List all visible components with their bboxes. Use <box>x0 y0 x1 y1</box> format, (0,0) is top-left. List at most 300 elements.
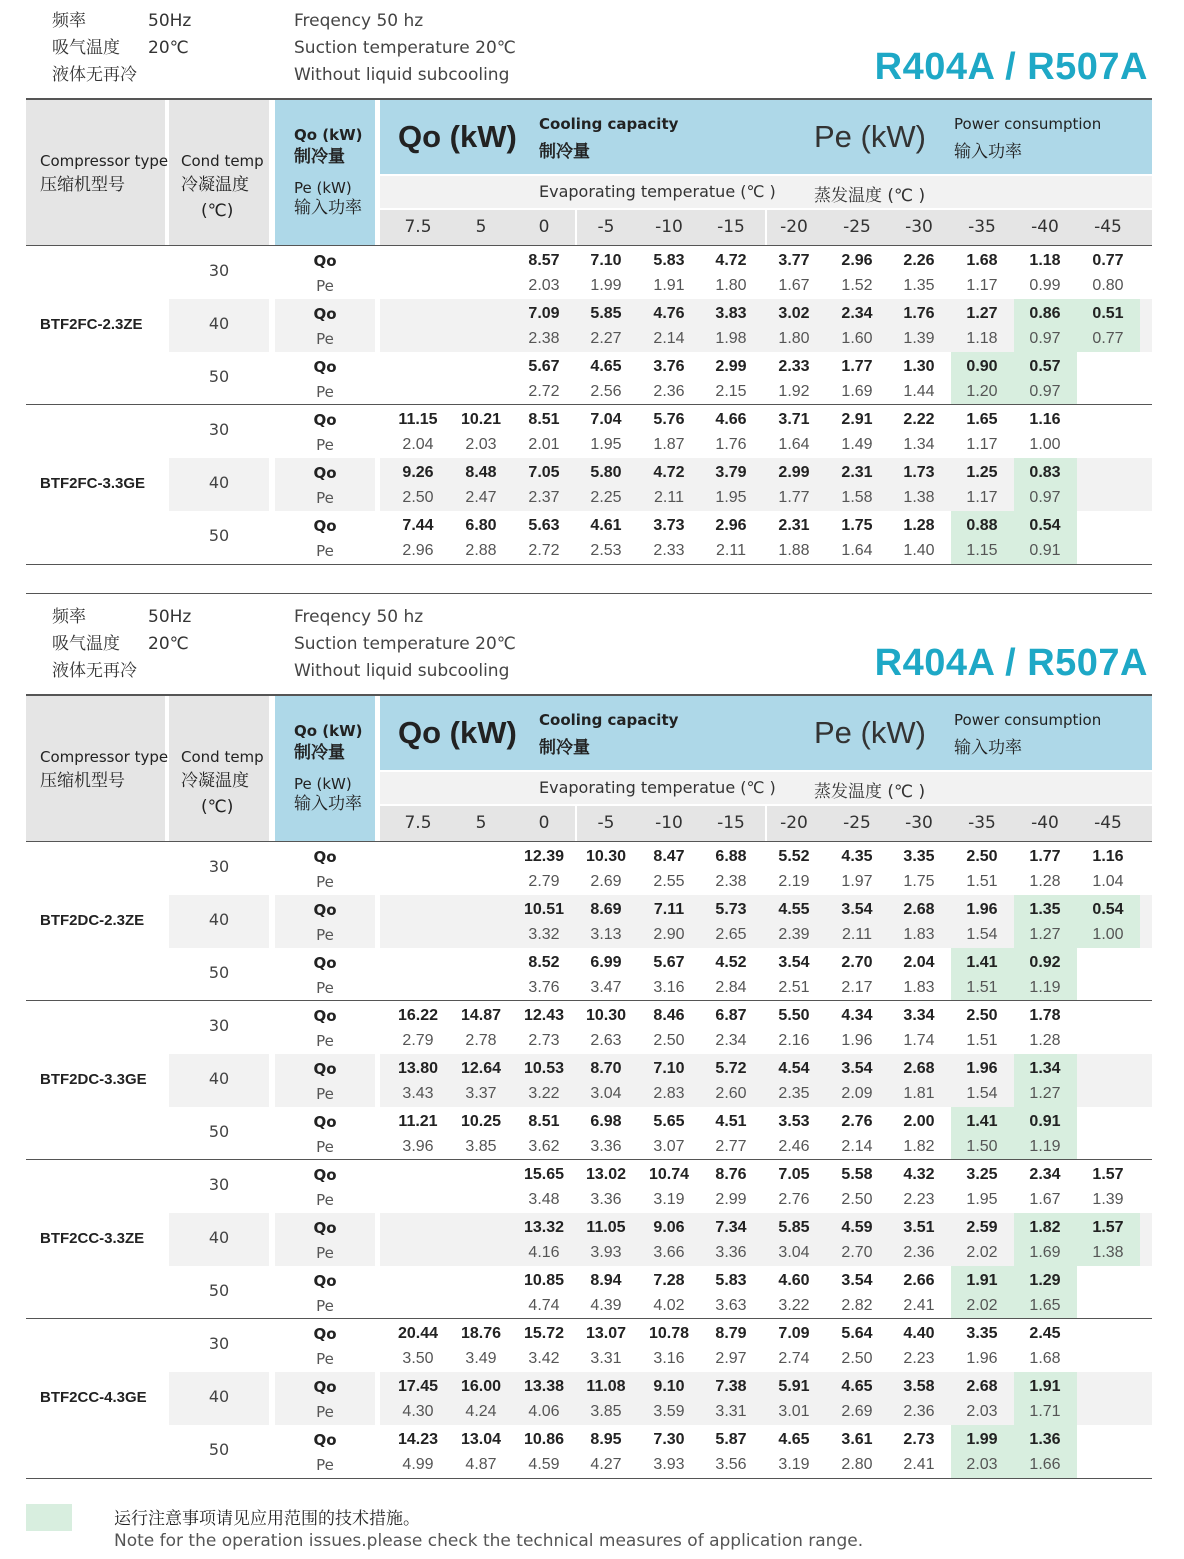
qo-value: 5.76 <box>653 411 685 428</box>
qo-value: 4.51 <box>715 1113 747 1130</box>
qo-value: 3.71 <box>778 411 810 428</box>
cond-temp-value: 30 <box>208 420 230 439</box>
qo-value: 0.90 <box>966 358 998 375</box>
qo-value: 8.79 <box>715 1325 747 1342</box>
pe-value: 2.77 <box>715 1138 747 1155</box>
qo-value: 3.53 <box>778 1113 810 1130</box>
pe-value: 2.60 <box>715 1085 747 1102</box>
qo-value: 9.26 <box>402 464 434 481</box>
pe-value: 2.19 <box>778 873 810 890</box>
pe-value: 4.16 <box>528 1244 560 1261</box>
cooling-en: Cooling capacity <box>539 711 679 729</box>
qo-value: 1.25 <box>966 464 998 481</box>
qo-value: 12.39 <box>523 848 565 865</box>
row-shade-gap <box>269 458 275 511</box>
qo-row-label: Qo <box>313 1219 337 1237</box>
qo-value: 8.51 <box>528 411 560 428</box>
pe-value: 1.51 <box>966 1032 998 1049</box>
cond-temp-value: 40 <box>208 1387 230 1406</box>
col-gap <box>165 405 169 564</box>
col-gap <box>165 246 169 405</box>
qo-value: 2.68 <box>903 901 935 918</box>
qo-value: 5.83 <box>653 252 685 269</box>
power-en: Power consumption <box>954 711 1102 729</box>
pe-value: 3.93 <box>590 1244 622 1261</box>
pe-value: 2.15 <box>715 383 747 400</box>
power-en: Power consumption <box>954 115 1102 133</box>
compressor-header-en: Compressor type <box>40 748 169 766</box>
qo-value: 2.59 <box>966 1219 998 1236</box>
evap-tick-label: -40 <box>1031 217 1059 237</box>
pe-value: 0.77 <box>1092 330 1124 347</box>
qo-value: 4.72 <box>653 464 685 481</box>
qo-value: 1.73 <box>903 464 935 481</box>
qo-value: 2.34 <box>841 305 873 322</box>
row-shade-gap <box>269 895 275 948</box>
qo-row-label: Qo <box>313 252 337 270</box>
pe-value: 1.39 <box>1092 1191 1124 1208</box>
pe-value: 1.58 <box>841 489 873 506</box>
qo-value: 1.91 <box>1029 1378 1061 1395</box>
pe-value: 1.60 <box>841 330 873 347</box>
qo-value: 3.58 <box>903 1378 935 1395</box>
qo-value: 7.30 <box>653 1431 685 1448</box>
unit-header-cell <box>275 100 375 245</box>
pe-value: 3.37 <box>465 1085 497 1102</box>
pe-value: 2.63 <box>590 1032 622 1049</box>
qo-value: 2.96 <box>715 517 747 534</box>
qo-value: 2.50 <box>966 848 998 865</box>
pe-value: 3.19 <box>778 1456 810 1473</box>
pe-row-label: Pe <box>316 436 334 454</box>
qo-value: 8.76 <box>715 1166 747 1183</box>
compressor-model-name: BTF2CC-4.3GE <box>40 1388 147 1406</box>
qo-value: 8.51 <box>528 1113 560 1130</box>
pe-value: 3.43 <box>402 1085 434 1102</box>
pe-value: 1.74 <box>903 1032 935 1049</box>
pe-value: 2.41 <box>903 1297 935 1314</box>
pe-value: 1.96 <box>966 1350 998 1367</box>
pe-value: 4.74 <box>528 1297 560 1314</box>
pe-row-label: Pe <box>316 1085 334 1103</box>
pe-value: 1.54 <box>966 1085 998 1102</box>
qo-value: 4.35 <box>841 848 873 865</box>
qo-value: 16.22 <box>397 1007 439 1024</box>
qo-value: 8.95 <box>590 1431 622 1448</box>
pe-row-label: Pe <box>316 1297 334 1315</box>
qo-value: 10.51 <box>523 901 565 918</box>
evap-en: Evaporating temperatue (℃ ) <box>539 182 776 201</box>
pe-value: 2.03 <box>966 1456 998 1473</box>
pe-value: 1.71 <box>1029 1403 1061 1420</box>
qo-value: 4.61 <box>590 517 622 534</box>
qo-value: 1.77 <box>841 358 873 375</box>
qo-value: 0.77 <box>1092 252 1124 269</box>
pe-row-label: Pe <box>316 1350 334 1368</box>
pe-row-label: Pe <box>316 1456 334 1474</box>
pe-value: 2.79 <box>402 1032 434 1049</box>
evap-tick-label: -20 <box>780 813 808 833</box>
pe-value: 2.56 <box>590 383 622 400</box>
pe-value: 2.78 <box>465 1032 497 1049</box>
qo-row-label: Qo <box>313 411 337 429</box>
row-shade-gap <box>375 1372 380 1425</box>
pe-value: 1.75 <box>903 873 935 890</box>
qo-value: 2.31 <box>778 517 810 534</box>
pe-value: 0.80 <box>1092 277 1124 294</box>
qo-value: 4.65 <box>841 1378 873 1395</box>
qo-row-label: Qo <box>313 954 337 972</box>
info-en-line: Freqency 50 hz <box>294 607 424 627</box>
qo-value: 4.34 <box>841 1007 873 1024</box>
cond-temp-value: 50 <box>208 526 230 545</box>
pe-value: 2.14 <box>841 1138 873 1155</box>
qo-value: 3.61 <box>841 1431 873 1448</box>
pe-value: 2.14 <box>653 330 685 347</box>
qo-value: 0.54 <box>1092 901 1124 918</box>
pe-value: 1.39 <box>903 330 935 347</box>
qo-value: 10.74 <box>648 1166 690 1183</box>
pe-value: 1.17 <box>966 489 998 506</box>
qo-value: 11.21 <box>398 1113 438 1130</box>
pe-value: 3.32 <box>528 926 560 943</box>
qo-value: 13.80 <box>397 1060 439 1077</box>
pe-value: 2.27 <box>590 330 622 347</box>
pe-value: 2.23 <box>903 1350 935 1367</box>
qo-value: 3.54 <box>841 1060 873 1077</box>
pe-row-label: Pe <box>316 1032 334 1050</box>
pe-value: 2.69 <box>841 1403 873 1420</box>
qo-value: 4.60 <box>778 1272 810 1289</box>
evap-tick-label: -45 <box>1094 217 1122 237</box>
evap-tick-label: -35 <box>968 217 996 237</box>
pe-value: 1.80 <box>778 330 810 347</box>
pe-value: 3.62 <box>528 1138 560 1155</box>
pe-value: 2.03 <box>528 277 560 294</box>
qo-value: 1.65 <box>966 411 998 428</box>
row-shade-gap <box>375 458 380 511</box>
qo-value: 14.23 <box>397 1431 439 1448</box>
evap-tick-label: -5 <box>597 813 615 833</box>
pe-row-label: Pe <box>316 542 334 560</box>
pe-value: 1.87 <box>653 436 685 453</box>
pe-value: 1.83 <box>903 926 935 943</box>
info-cn-label: 频率 <box>52 607 86 627</box>
pe-value: 2.39 <box>778 926 810 943</box>
pe-value: 0.97 <box>1029 330 1061 347</box>
qo-value: 3.02 <box>778 305 810 322</box>
cond-temp-value: 50 <box>208 367 230 386</box>
pe-value: 2.83 <box>653 1085 685 1102</box>
qo-value: 6.87 <box>715 1007 747 1024</box>
pe-value: 3.22 <box>778 1297 810 1314</box>
pe-value: 2.50 <box>653 1032 685 1049</box>
qo-value: 9.06 <box>653 1219 685 1236</box>
qo-big-label: Qo (kW) <box>398 119 517 154</box>
pe-value: 1.52 <box>841 277 873 294</box>
qo-value: 0.57 <box>1029 358 1061 375</box>
row-shade-gap <box>375 1213 380 1266</box>
pe-value: 2.33 <box>653 542 685 559</box>
info-en-line: Suction temperature 20℃ <box>294 38 516 58</box>
pe-big-label: Pe (kW) <box>814 715 926 750</box>
compressor-model-name: BTF2DC-3.3GE <box>40 1070 147 1088</box>
pe-value: 3.85 <box>465 1138 497 1155</box>
qo-value: 4.52 <box>715 954 747 971</box>
qo-value: 2.34 <box>1029 1166 1061 1183</box>
qo-value: 7.10 <box>590 252 622 269</box>
model-top-rule <box>26 841 1152 842</box>
info-en-line: Suction temperature 20℃ <box>294 634 516 654</box>
pe-value: 1.96 <box>841 1032 873 1049</box>
pe-value: 2.11 <box>842 926 872 943</box>
evap-tick-label: 5 <box>475 813 487 833</box>
info-cn-label: 吸气温度 <box>52 634 120 654</box>
qo-value: 8.70 <box>590 1060 622 1077</box>
pe-value: 4.59 <box>528 1456 560 1473</box>
pe-value: 3.76 <box>528 979 560 996</box>
pe-value: 1.98 <box>715 330 747 347</box>
cond-header-en: Cond temp <box>181 152 264 170</box>
qo-row-label: Qo <box>313 1060 337 1078</box>
pe-unit-label: Pe (kW) <box>294 179 352 197</box>
cooling-en: Cooling capacity <box>539 115 679 133</box>
pe-value: 1.99 <box>590 277 622 294</box>
pe-value: 2.38 <box>528 330 560 347</box>
section-divider <box>26 593 1152 594</box>
qo-cn-label: 制冷量 <box>294 147 345 167</box>
pe-value: 1.04 <box>1092 873 1124 890</box>
qo-value: 1.18 <box>1029 252 1061 269</box>
pe-value: 1.54 <box>966 926 998 943</box>
pe-value: 1.27 <box>1029 1085 1061 1102</box>
pe-value: 3.66 <box>653 1244 685 1261</box>
pe-value: 1.28 <box>1029 1032 1061 1049</box>
pe-value: 2.80 <box>841 1456 873 1473</box>
pe-value: 3.63 <box>715 1297 747 1314</box>
pe-value: 1.91 <box>653 277 685 294</box>
qo-value: 1.41 <box>966 1113 998 1130</box>
info-en-line: Freqency 50 hz <box>294 11 424 31</box>
pe-value: 0.99 <box>1029 277 1061 294</box>
pe-value: 2.51 <box>778 979 810 996</box>
cond-temp-value: 40 <box>208 314 230 333</box>
section-bottom-rule <box>26 564 1152 565</box>
qo-value: 4.55 <box>778 901 810 918</box>
qo-row-label: Qo <box>313 464 337 482</box>
cond-temp-value: 50 <box>208 1440 230 1459</box>
qo-value: 1.27 <box>966 305 998 322</box>
qo-value: 0.54 <box>1029 517 1061 534</box>
pe-value: 3.31 <box>715 1403 747 1420</box>
qo-value: 14.87 <box>460 1007 502 1024</box>
evap-tick-label: -45 <box>1094 813 1122 833</box>
pe-value: 4.06 <box>528 1403 560 1420</box>
qo-value: 7.10 <box>653 1060 685 1077</box>
pe-value: 3.56 <box>715 1456 747 1473</box>
qo-value: 8.46 <box>653 1007 685 1024</box>
qo-value: 15.65 <box>523 1166 565 1183</box>
pe-value: 2.74 <box>778 1350 810 1367</box>
model-top-rule <box>26 245 1152 246</box>
qo-value: 4.54 <box>778 1060 810 1077</box>
pe-value: 1.00 <box>1029 436 1061 453</box>
pe-value: 2.16 <box>778 1032 810 1049</box>
pe-value: 1.76 <box>715 436 747 453</box>
refrigerant-title: R404A / R507A <box>874 642 1148 684</box>
qo-value: 3.25 <box>966 1166 998 1183</box>
pe-big-label: Pe (kW) <box>814 119 926 154</box>
pe-value: 1.67 <box>778 277 810 294</box>
pe-value: 3.48 <box>528 1191 560 1208</box>
qo-value: 6.98 <box>590 1113 622 1130</box>
evap-cn: 蒸发温度 (℃ ) <box>814 782 926 802</box>
info-cn-label: 液体无再冷 <box>52 661 137 681</box>
pe-value: 2.36 <box>903 1403 935 1420</box>
pe-row-label: Pe <box>316 489 334 507</box>
pe-value: 2.69 <box>590 873 622 890</box>
cond-temp-value: 30 <box>208 857 230 876</box>
pe-value: 3.93 <box>653 1456 685 1473</box>
qo-value: 12.43 <box>523 1007 565 1024</box>
pe-value: 3.16 <box>653 979 685 996</box>
pe-value: 1.49 <box>841 436 873 453</box>
qo-value: 8.48 <box>465 464 497 481</box>
qo-value: 0.51 <box>1092 305 1124 322</box>
qo-value: 11.05 <box>586 1219 626 1236</box>
model-top-rule <box>26 1318 1152 1319</box>
qo-value: 5.80 <box>590 464 622 481</box>
cond-header-unit: (℃) <box>201 201 234 221</box>
col-gap <box>165 1319 169 1478</box>
cond-temp-value: 30 <box>208 1016 230 1035</box>
row-shade-gap <box>375 895 380 948</box>
pe-value: 2.90 <box>653 926 685 943</box>
pe-value: 2.02 <box>966 1244 998 1261</box>
pe-value: 1.34 <box>903 436 935 453</box>
section-bottom-rule <box>26 1478 1152 1479</box>
qo-value: 0.83 <box>1029 464 1061 481</box>
pe-value: 3.19 <box>653 1191 685 1208</box>
pe-value: 2.25 <box>590 489 622 506</box>
qo-value: 10.85 <box>523 1272 565 1289</box>
power-cn: 输入功率 <box>954 142 1022 162</box>
qo-value: 1.82 <box>1029 1219 1061 1236</box>
pe-value: 2.17 <box>841 979 873 996</box>
pe-value: 3.13 <box>590 926 622 943</box>
pe-value: 2.11 <box>654 489 684 506</box>
pe-value: 1.92 <box>778 383 810 400</box>
qo-value: 7.04 <box>590 411 622 428</box>
qo-value: 3.83 <box>715 305 747 322</box>
qo-value: 4.66 <box>715 411 747 428</box>
qo-cn-label: 制冷量 <box>294 743 345 763</box>
pe-row-label: Pe <box>316 1403 334 1421</box>
row-shade-gap <box>269 1054 275 1107</box>
model-top-rule <box>26 1159 1152 1160</box>
qo-row-label: Qo <box>313 1325 337 1343</box>
evap-tick-label: 7.5 <box>404 217 432 237</box>
pe-value: 4.27 <box>590 1456 622 1473</box>
model-top-rule <box>26 404 1152 405</box>
pe-value: 4.02 <box>653 1297 685 1314</box>
evap-cn: 蒸发温度 (℃ ) <box>814 186 926 206</box>
cond-temp-value: 30 <box>208 261 230 280</box>
qo-value: 8.69 <box>590 901 622 918</box>
qo-value: 1.34 <box>1029 1060 1061 1077</box>
pe-value: 2.34 <box>715 1032 747 1049</box>
cooling-cn: 制冷量 <box>539 142 590 162</box>
qo-value: 13.02 <box>585 1166 627 1183</box>
qo-value: 7.11 <box>653 901 685 918</box>
pe-value: 3.42 <box>528 1350 560 1367</box>
qo-value: 2.76 <box>841 1113 873 1130</box>
qo-value: 0.92 <box>1029 954 1061 971</box>
pe-value: 1.00 <box>1092 926 1124 943</box>
evap-tick-label: -30 <box>905 813 933 833</box>
pe-value: 2.97 <box>715 1350 747 1367</box>
pe-value: 2.50 <box>841 1191 873 1208</box>
evap-tick-label: -15 <box>717 217 745 237</box>
qo-value: 1.29 <box>1029 1272 1061 1289</box>
col-gap <box>165 842 169 1001</box>
evap-tick-label: -5 <box>597 217 615 237</box>
cond-header-cn: 冷凝温度 <box>181 175 249 195</box>
pe-value: 2.96 <box>402 542 434 559</box>
qo-value: 1.57 <box>1092 1166 1124 1183</box>
cond-temp-value: 40 <box>208 473 230 492</box>
qo-value: 3.79 <box>715 464 747 481</box>
evap-tick-label: -10 <box>655 813 683 833</box>
pe-value: 1.80 <box>715 277 747 294</box>
qo-value: 1.96 <box>966 1060 998 1077</box>
qo-value: 4.59 <box>841 1219 873 1236</box>
qo-value: 3.76 <box>653 358 685 375</box>
pe-value: 1.68 <box>1029 1350 1061 1367</box>
pe-value: 1.38 <box>1092 1244 1124 1261</box>
qo-value: 5.83 <box>715 1272 747 1289</box>
qo-value: 7.28 <box>653 1272 685 1289</box>
pe-value: 1.28 <box>1029 873 1061 890</box>
legend-note-cn: 运行注意事项请见应用范围的技术措施。 <box>114 1509 420 1529</box>
compressor-header-cn: 压缩机型号 <box>40 771 125 791</box>
pe-value: 3.07 <box>653 1138 685 1155</box>
pe-value: 2.50 <box>402 489 434 506</box>
qo-value: 8.94 <box>590 1272 622 1289</box>
qo-value: 1.57 <box>1092 1219 1124 1236</box>
qo-value: 6.80 <box>465 517 497 534</box>
qo-value: 8.52 <box>528 954 560 971</box>
pe-value: 1.15 <box>966 542 998 559</box>
pe-value: 3.85 <box>590 1403 622 1420</box>
qo-value: 3.34 <box>903 1007 935 1024</box>
pe-value: 1.95 <box>715 489 747 506</box>
qo-value: 5.65 <box>653 1113 685 1130</box>
pe-value: 1.82 <box>903 1138 935 1155</box>
cond-header-en: Cond temp <box>181 748 264 766</box>
pe-cn-label: 输入功率 <box>294 794 362 814</box>
qo-row-label: Qo <box>313 1113 337 1131</box>
pe-value: 2.79 <box>528 873 560 890</box>
pe-value: 1.67 <box>1029 1191 1061 1208</box>
pe-value: 2.23 <box>903 1191 935 1208</box>
qo-value: 8.57 <box>528 252 560 269</box>
pe-row-label: Pe <box>316 1244 334 1262</box>
qo-value: 4.76 <box>653 305 685 322</box>
pe-value: 1.18 <box>966 330 998 347</box>
qo-value: 20.44 <box>397 1325 439 1342</box>
qo-value: 5.67 <box>653 954 685 971</box>
